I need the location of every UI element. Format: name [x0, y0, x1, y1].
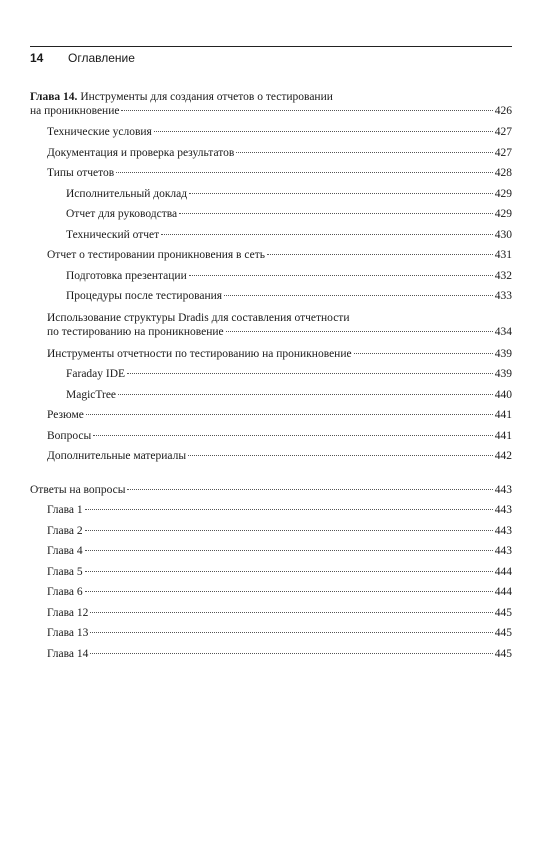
toc-entry[interactable] — [30, 310, 512, 347]
entry-page: 439 — [494, 347, 512, 360]
dot-leader — [236, 152, 492, 153]
entry-title: Faraday IDE — [66, 368, 126, 380]
entry-page: 444 — [494, 586, 512, 598]
entry-title: Технические условия — [47, 126, 152, 138]
entry-title: Документация и проверка результатов — [47, 146, 235, 159]
dot-leader — [85, 591, 493, 592]
dot-leader — [86, 414, 493, 415]
entry-page: 430 — [494, 228, 512, 241]
entry-title: Глава 4 — [47, 545, 83, 557]
table-of-contents — [30, 90, 512, 667]
entry-page: 443 — [494, 545, 512, 557]
dot-leader — [90, 612, 492, 613]
entry-page: 443 — [494, 504, 512, 516]
entry-title: Подготовка презентации — [66, 269, 187, 282]
dot-leader — [226, 331, 493, 332]
toc-entry[interactable] — [30, 626, 512, 647]
entry-page: 444 — [494, 565, 512, 578]
dot-leader — [154, 131, 493, 132]
entry-title: Отчет для руководства — [66, 208, 178, 220]
dot-leader — [354, 353, 493, 354]
entry-title: Глава 1 — [47, 504, 83, 516]
toc-entry[interactable] — [30, 228, 512, 249]
entry-title: Глава 13 — [47, 627, 89, 639]
entry-title: Резюме — [47, 409, 84, 421]
dot-leader — [267, 254, 493, 255]
header-rule — [30, 46, 512, 47]
entry-page: 443 — [494, 483, 512, 496]
page-number: 14 — [30, 51, 44, 65]
chapter-title-line1: Инструменты для создания отчетов о тестировании — [80, 91, 333, 103]
entry-page: 434 — [494, 325, 512, 338]
dot-leader — [90, 632, 492, 633]
toc-entry[interactable] — [30, 166, 512, 187]
toc-entry[interactable] — [30, 606, 512, 627]
toc-entry[interactable] — [30, 544, 512, 565]
dot-leader — [179, 213, 493, 214]
entry-page: 445 — [494, 627, 512, 639]
dot-leader — [224, 295, 493, 296]
entry-title: Процедуры после тестирования — [66, 290, 223, 302]
toc-entry[interactable] — [30, 146, 512, 167]
toc-entry[interactable] — [30, 125, 512, 146]
entry-page: 431 — [494, 249, 512, 261]
toc-entry[interactable] — [30, 187, 512, 208]
toc-entry[interactable] — [30, 647, 512, 668]
entry-title: Отчет о тестировании проникновения в сеть — [47, 249, 265, 261]
entry-title: Глава 12 — [47, 606, 89, 619]
dot-leader — [121, 110, 492, 111]
dot-leader — [189, 275, 493, 276]
dot-leader — [127, 373, 493, 374]
entry-page: 441 — [494, 429, 512, 442]
entry-title: Глава 6 — [47, 586, 83, 598]
toc-entry[interactable] — [30, 524, 512, 545]
toc-entry[interactable] — [30, 565, 512, 586]
entry-title: Использование структуры Dradis для составления отчетности — [47, 311, 350, 324]
dot-leader — [189, 193, 493, 194]
entry-title: Инструменты отчетности по тестированию на проникновение — [47, 347, 352, 360]
toc-entry[interactable] — [30, 367, 512, 388]
toc-entry[interactable] — [30, 429, 512, 450]
entry-page: 441 — [494, 409, 512, 421]
chapter-label: Глава 14. — [30, 91, 78, 103]
entry-page: 429 — [494, 208, 512, 220]
dot-leader — [118, 394, 493, 395]
toc-entry[interactable] — [30, 269, 512, 290]
entry-title: Типы отчетов — [47, 167, 115, 179]
toc-chapter-14[interactable] — [30, 90, 512, 118]
toc-answers[interactable] — [30, 483, 512, 504]
entry-page: 428 — [494, 167, 512, 179]
entry-page: 429 — [494, 187, 512, 200]
entry-page: 440 — [494, 388, 512, 401]
dot-leader — [90, 653, 492, 654]
toc-entry[interactable] — [30, 585, 512, 606]
entry-title: MagicTree — [66, 388, 117, 401]
dot-leader — [161, 234, 493, 235]
page-header — [30, 50, 512, 66]
dot-leader — [85, 550, 493, 551]
entry-title: Глава 5 — [47, 565, 83, 578]
dot-leader — [85, 530, 493, 531]
toc-entry[interactable] — [30, 289, 512, 310]
entry-page: 445 — [494, 647, 512, 660]
toc-entry[interactable] — [30, 248, 512, 269]
chapter-page: 426 — [494, 105, 512, 117]
entry-title: Глава 2 — [47, 524, 83, 537]
entry-page: 439 — [494, 368, 512, 380]
entry-title: Вопросы — [47, 429, 92, 442]
toc-entry[interactable] — [30, 449, 512, 470]
entry-title: Ответы на вопросы — [30, 483, 126, 496]
entry-title: Дополнительные материалы — [47, 450, 187, 462]
toc-entry[interactable] — [30, 408, 512, 429]
dot-leader — [127, 489, 492, 490]
entry-page: 432 — [494, 269, 512, 282]
entry-title-line2: по тестированию на проникновение — [47, 325, 224, 338]
toc-entry[interactable] — [30, 503, 512, 524]
entry-page: 427 — [494, 126, 512, 138]
entry-page: 445 — [494, 606, 512, 619]
entry-page: 443 — [494, 524, 512, 537]
dot-leader — [85, 509, 493, 510]
toc-entry[interactable] — [30, 207, 512, 228]
toc-entry[interactable] — [30, 388, 512, 409]
chapter-title-line2: на проникновение — [30, 105, 120, 117]
dot-leader — [93, 435, 493, 436]
entry-page: 442 — [494, 450, 512, 462]
toc-entry[interactable] — [30, 347, 512, 368]
dot-leader — [116, 172, 493, 173]
entry-title: Технический отчет — [66, 228, 160, 241]
entry-title: Исполнительный доклад — [66, 187, 188, 200]
entry-page: 433 — [494, 290, 512, 302]
dot-leader — [188, 455, 493, 456]
header-title: Оглавление — [68, 51, 135, 65]
entry-page: 427 — [494, 146, 512, 159]
entry-title: Глава 14 — [47, 647, 89, 660]
dot-leader — [85, 571, 493, 572]
